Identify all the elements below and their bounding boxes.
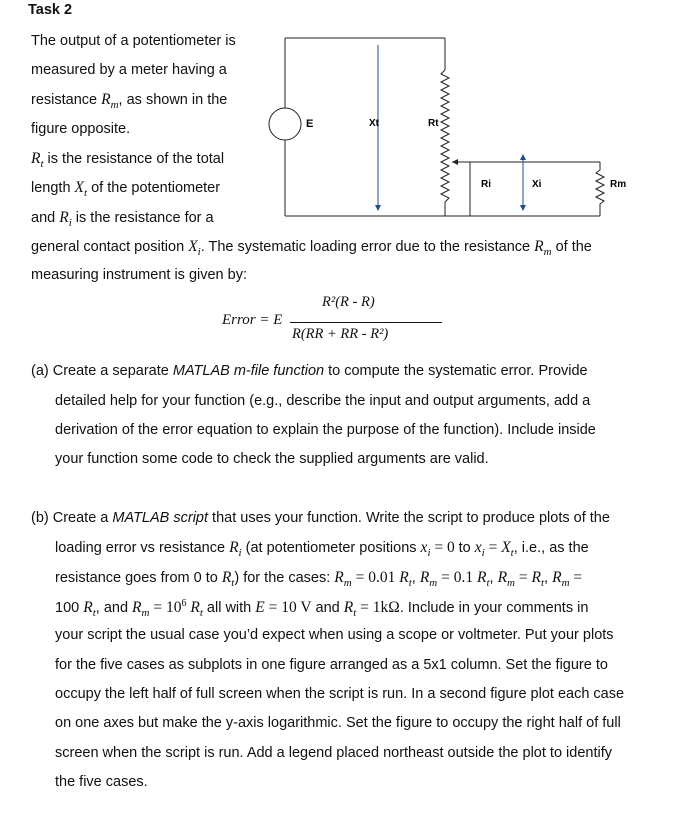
equation-lhs: Error = E (222, 312, 283, 328)
part-b-line-7: occupy the left half of full screen when the script is run. In a second figure plot each case (55, 686, 625, 702)
intro-line-4: figure opposite. (31, 121, 131, 137)
xt-label: Xt (369, 118, 379, 129)
intro-line-5: $R_t$ is the resistance of the total (31, 150, 225, 170)
part-b-line-10: the five cases. (55, 774, 148, 790)
part-b-line-9: screen when the script is run. Add a legend placed northeast outside the plot to identify (55, 745, 612, 761)
part-b-line-8: on one axes but make the y-axis logarithmic. Set the figure to occupy the right half of full (55, 715, 621, 731)
part-b-line-2: loading error vs resistance $R_i$ (at potentiometer positions $x_i = 0$ to $x_i = X_t$, i.e., as the (55, 539, 589, 559)
part-b-line-6: for the five cases as subplots in one figure arranged as a 5x1 column. Set the figure to (55, 657, 608, 673)
intro-line-2: measured by a meter having a (31, 62, 227, 78)
potentiometer-circuit (265, 30, 645, 225)
intro-line-7: and $R_i$ is the resistance for a (31, 209, 214, 229)
intro-line-8: general contact position $X_i$. The systematic loading error due to the resistance $R_m$ of the (31, 238, 592, 258)
part-b-line-3: resistance goes from 0 to $R_t$) for the cases: $R_m = 0.01$ $R_t$, $R_m = 0.1$ $R_t$, $R_m = R_t$, $R_m$ = (55, 569, 583, 589)
equation-numerator: R²(R - R) (322, 294, 375, 310)
part-b-line-1: (b) Create a MATLAB script that uses your function. Write the script to produce plots of the (31, 510, 610, 526)
rm-label: Rm (610, 179, 627, 190)
part-b-line-4: 100 $R_t$, and $R_m = 10^6$ $R_t$ all with E = 10 V and $R_t = 1k\Omega$. Include in your comments in (55, 598, 589, 620)
part-a-line-1: (a) Create a separate MATLAB m-file function to compute the systematic error. Provide (31, 363, 588, 379)
equation-denominator: R(RR + RR - R²) (292, 326, 389, 342)
part-a-line-3: derivation of the error equation to explain the purpose of the function). Include inside (55, 422, 596, 438)
xi-label: Xi (532, 179, 542, 190)
intro-line-3: resistance $R_m$, as shown in the (31, 91, 228, 111)
ri-label: Ri (481, 179, 491, 190)
fraction-bar (290, 322, 442, 323)
part-b-line-5: your script the usual case you’d expect when using a scope or voltmeter. Put your plots (55, 627, 614, 643)
part-a-line-4: your function some code to check the supplied arguments are valid. (55, 451, 489, 467)
part-a-line-2: detailed help for your function (e.g., describe the input and output arguments, add a (55, 393, 591, 409)
task-title: Task 2 (28, 2, 73, 18)
intro-line-1: The output of a potentiometer is (31, 33, 236, 49)
source-label: E (306, 118, 314, 130)
rt-label: Rt (428, 118, 439, 129)
intro-line-9: measuring instrument is given by: (31, 267, 247, 283)
intro-line-6: length $X_t$ of the potentiometer (31, 179, 221, 199)
